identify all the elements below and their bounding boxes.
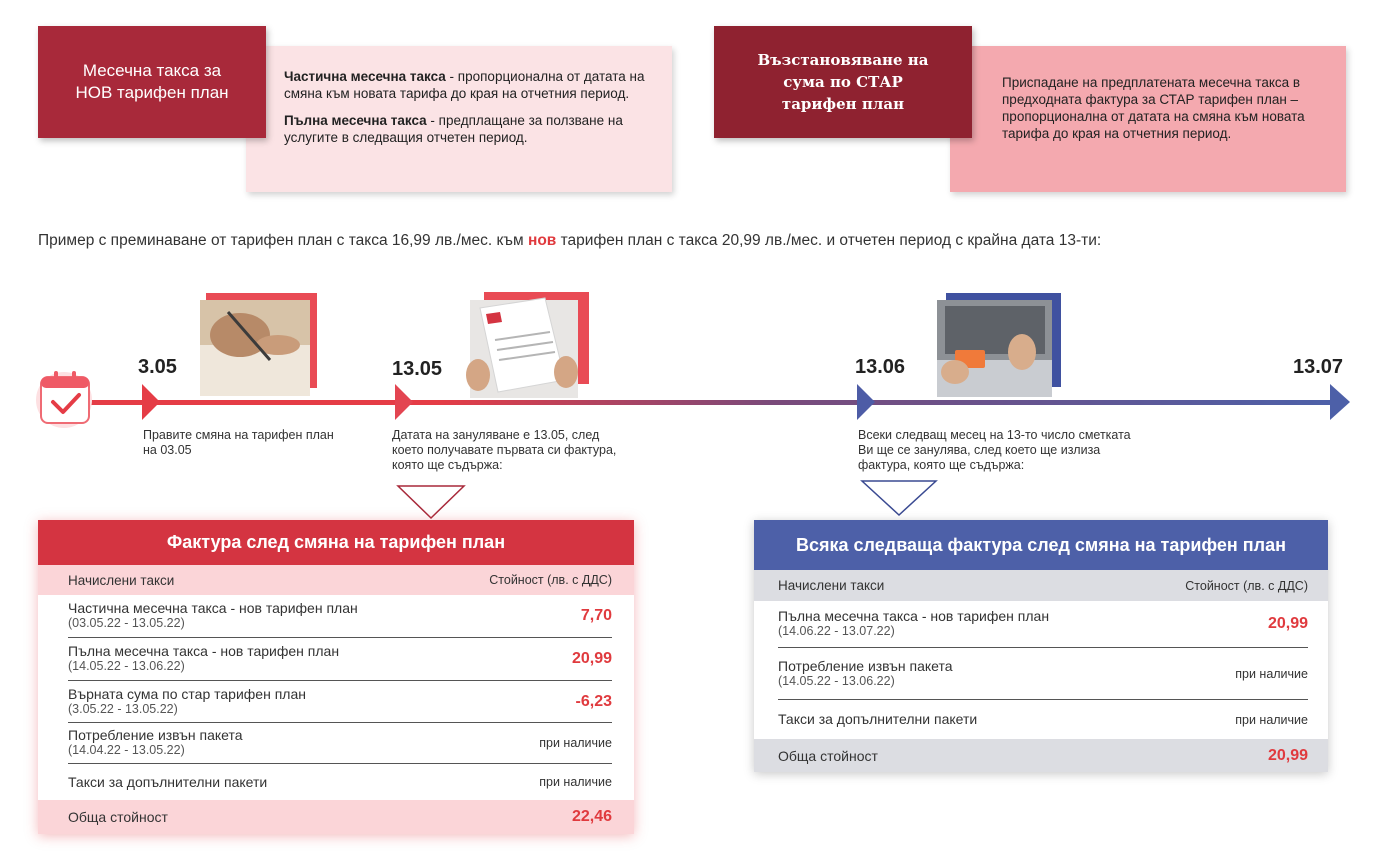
column-header-fees: Начислени такси	[778, 578, 885, 593]
row-label: Такси за допълнителни пакети	[778, 711, 978, 727]
date-label: 13.07	[1293, 356, 1344, 378]
timeline-step-2-text: Датата на зануляване е 13.05, след което получавате първата си фактура, която ще съдържа:	[392, 428, 617, 472]
table-row	[68, 595, 612, 638]
timeline-arrow-3	[857, 384, 875, 420]
first-invoice-table	[38, 520, 634, 834]
date-label: 3.05	[138, 356, 177, 378]
old-plan-refund-label	[714, 26, 972, 138]
total-label: Обща стойност	[68, 809, 168, 825]
row-amount: при наличие	[1235, 712, 1308, 727]
row-label: Частична месечна такса - нов тарифен план	[68, 600, 358, 616]
pointer-triangle-first	[398, 486, 464, 518]
partial-fee-text: - пропорционална от датата на смяна към новата тарифа до края на отчетния период.	[284, 69, 645, 101]
full-fee-text: - предплащане за ползване на услугите в следващия отчетен период.	[284, 113, 623, 145]
row-period: (14.06.22 - 13.07.22)	[778, 624, 895, 638]
date-label: 13.06	[855, 356, 906, 378]
row-period: (3.05.22 - 13.05.22)	[68, 701, 178, 716]
row-amount: 20,99	[1267, 615, 1308, 632]
calendar-icon	[36, 371, 92, 428]
row-label: Върната сума по стар тарифен план	[68, 685, 306, 702]
next-invoice-title: Всяка следваща фактура след смяна на тарифен план	[754, 520, 1328, 570]
table-row	[778, 700, 1308, 739]
row-amount: -6,23	[575, 692, 612, 710]
row-amount: при наличие	[1235, 666, 1308, 681]
table-row	[778, 601, 1308, 648]
date-label: 13.05	[392, 358, 443, 380]
table-row	[68, 681, 612, 723]
table-row	[778, 648, 1308, 700]
row-label: Такси за допълнителни пакети	[68, 773, 268, 790]
row-period: (03.05.22 - 13.05.22)	[68, 616, 185, 630]
table-row	[68, 764, 612, 800]
first-invoice-title: Фактура след смяна на тарифен план	[38, 520, 634, 565]
old-plan-refund-text: Приспадане на предплатената месечна такса в предходната фактура за СТАР тарифен план – пропорционална от датата на смяна към новата тарифа до края на отчетния период.	[1002, 75, 1305, 141]
column-header-fees: Начислени такси	[68, 572, 175, 588]
first-invoice-header	[38, 565, 634, 595]
example-highlight: нов	[527, 232, 557, 249]
row-amount: при наличие	[539, 775, 612, 789]
timeline-arrow-2	[395, 384, 413, 420]
timeline-arrow-1	[142, 384, 160, 420]
partial-fee-term: Частична месечна такса	[284, 69, 446, 84]
old-plan-refund-title: Възстановяване на сума по СТАР тарифен план	[757, 51, 929, 113]
row-period: (14.05.22 - 13.06.22)	[68, 659, 185, 673]
first-invoice-total	[38, 800, 634, 834]
laptop-photo	[937, 293, 1061, 397]
table-row	[68, 638, 612, 681]
signing-photo	[200, 293, 317, 396]
row-label: Пълна месечна такса - нов тарифен план	[778, 608, 1050, 624]
pointer-triangle-next	[862, 481, 936, 515]
new-plan-fee-label	[38, 26, 266, 138]
row-amount: 20,99	[571, 650, 612, 667]
row-label: Потребление извън пакета	[68, 727, 243, 743]
timeline-step-1-text: Правите смяна на тарифен план на 03.05	[143, 428, 334, 457]
row-label: Потребление извън пакета	[778, 657, 953, 674]
next-invoice-header	[754, 570, 1328, 601]
example-text-before: Пример с преминаване от тарифен план с такса 16,99 лв./мес. към	[38, 232, 528, 249]
column-header-value: Стойност (лв. с ДДС)	[1185, 578, 1308, 593]
table-row	[68, 723, 612, 764]
total-label: Обща стойност	[778, 747, 878, 764]
row-label: Пълна месечна такса - нов тарифен план	[68, 643, 340, 659]
invoice-photo	[466, 292, 589, 398]
timeline-step-3-text: Всеки следващ месец на 13-то число сметката Ви ще се занулява, след което ще излиза фактура, която ще съдържа:	[858, 428, 1131, 472]
total-amount: 20,99	[1267, 746, 1308, 764]
row-period: (14.05.22 - 13.06.22)	[778, 673, 895, 688]
timeline-arrow-4	[1330, 384, 1350, 420]
new-plan-fee-title: Месечна такса за НОВ тарифен план	[75, 61, 229, 102]
example-text-after: тарифен план с такса 20,99 лв./мес. и отчетен период с крайна дата 13-ти:	[556, 232, 1102, 249]
row-amount: при наличие	[539, 736, 612, 750]
next-invoice-total	[754, 739, 1328, 772]
timeline-line	[90, 400, 1330, 405]
next-invoice-table	[754, 520, 1328, 772]
total-amount: 22,46	[571, 808, 612, 825]
full-fee-term: Пълна месечна такса	[284, 113, 427, 128]
row-period: (14.04.22 - 13.05.22)	[68, 743, 185, 757]
column-header-value: Стойност (лв. с ДДС)	[489, 573, 612, 587]
row-amount: 7,70	[580, 607, 612, 624]
